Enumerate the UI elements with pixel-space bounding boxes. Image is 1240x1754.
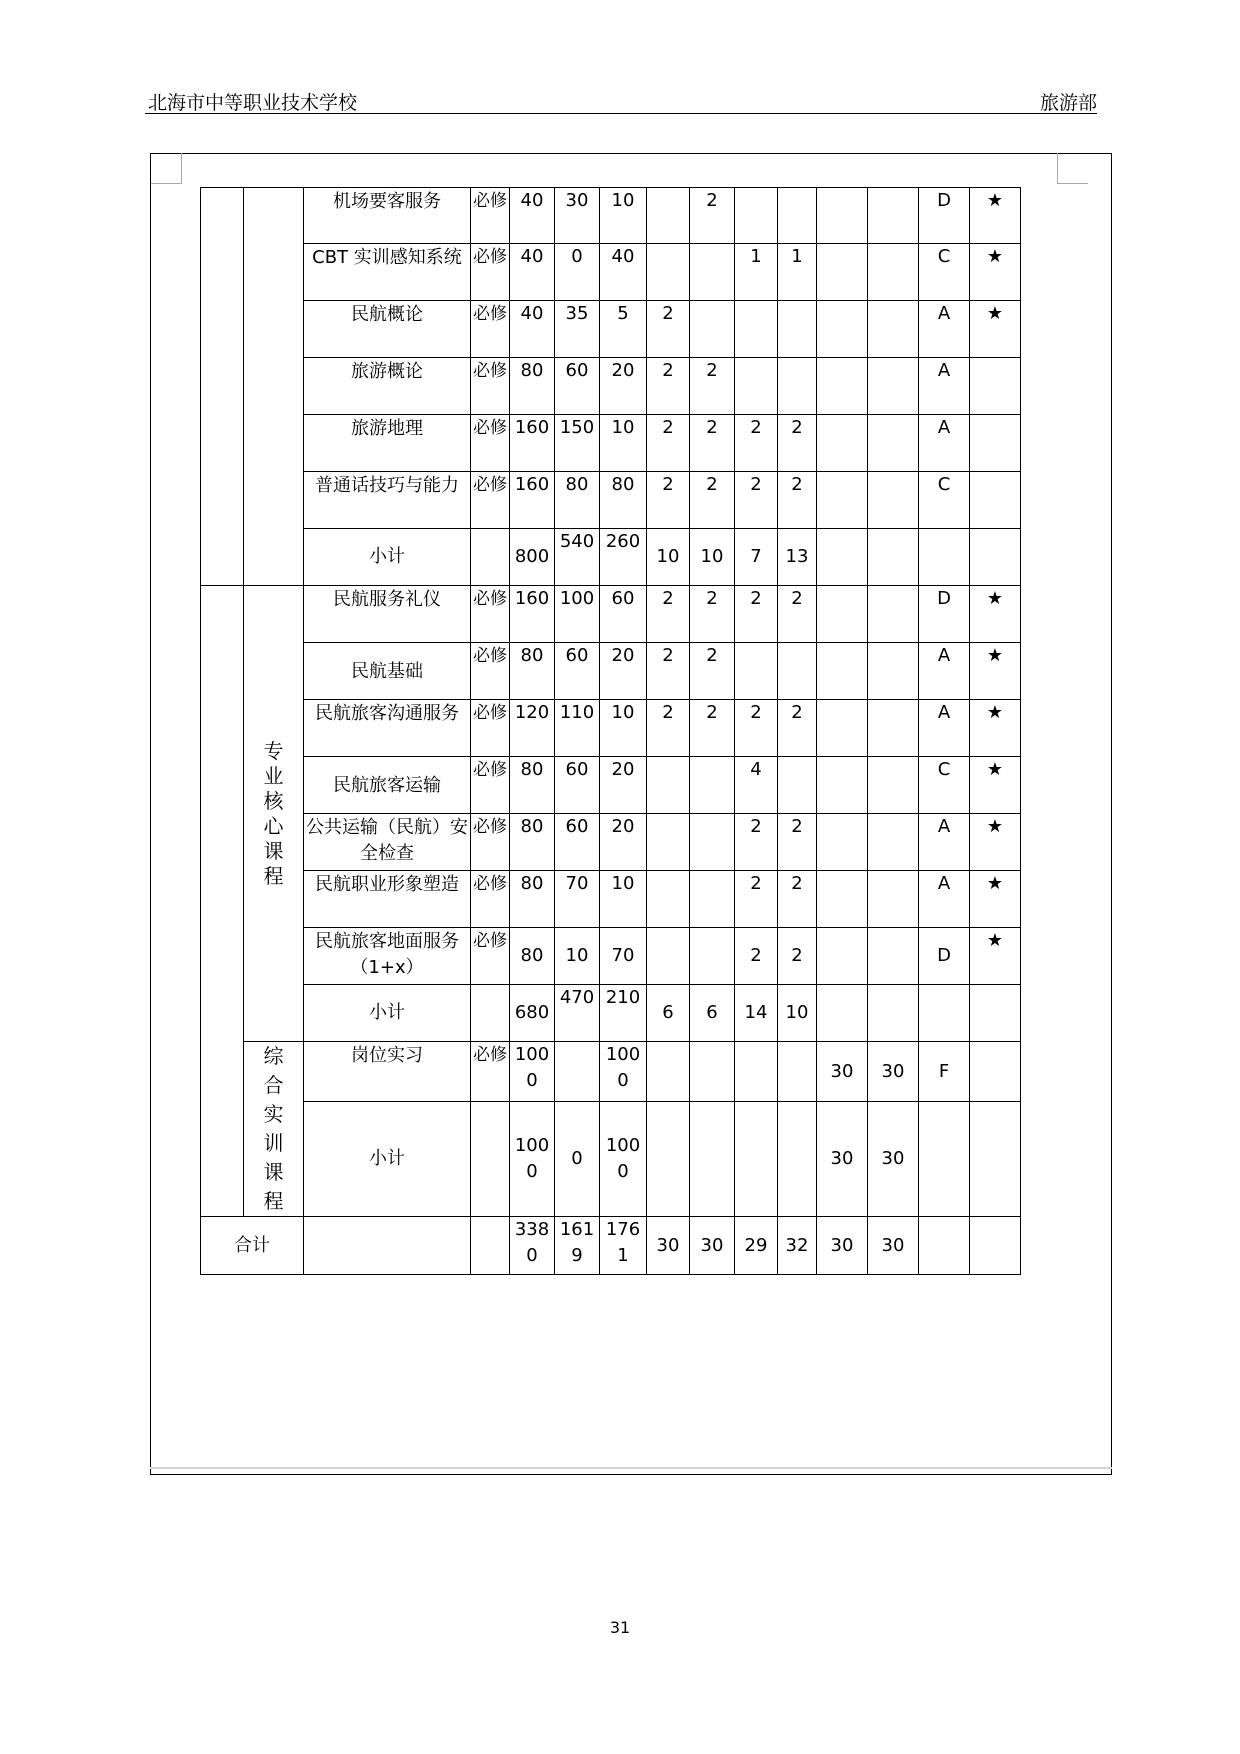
semester-4: 2	[778, 415, 817, 472]
semester-6	[868, 529, 919, 586]
practice-hours: 5	[600, 301, 647, 358]
key-course-star	[970, 1102, 1021, 1217]
theory-hours: 1619	[555, 1217, 600, 1275]
semester-1	[647, 244, 690, 301]
semester-1	[647, 188, 690, 244]
semester-4	[778, 757, 817, 814]
course-name: 岗位实习	[304, 1042, 471, 1102]
table-row	[201, 1042, 1021, 1102]
assessment-grade: C	[919, 757, 970, 814]
assessment-grade	[919, 1217, 970, 1275]
empty-cell	[471, 1102, 510, 1217]
table-row	[201, 700, 1021, 757]
key-course-star: ★	[970, 700, 1021, 757]
semester-2: 30	[690, 1217, 735, 1275]
semester-5	[817, 871, 868, 928]
theory-hours: 10	[555, 928, 600, 985]
theory-hours: 30	[555, 188, 600, 244]
frame-bottom-shadow	[150, 1467, 1112, 1469]
practice-hours: 20	[600, 358, 647, 415]
header-school-name: 北海市中等职业技术学校	[148, 92, 358, 114]
practice-hours: 10	[600, 700, 647, 757]
key-course-star	[970, 985, 1021, 1042]
semester-3: 14	[735, 985, 778, 1042]
practice-hours: 20	[600, 643, 647, 700]
semester-1: 30	[647, 1217, 690, 1275]
assessment-grade	[919, 529, 970, 586]
semester-5	[817, 586, 868, 643]
semester-2: 2	[690, 700, 735, 757]
key-course-star: ★	[970, 188, 1021, 244]
course-name: 普通话技巧与能力	[304, 472, 471, 529]
semester-6	[868, 814, 919, 871]
semester-6	[868, 643, 919, 700]
empty-cell	[471, 1217, 510, 1275]
table-row	[201, 871, 1021, 928]
semester-2: 6	[690, 985, 735, 1042]
total-hours: 80	[510, 928, 555, 985]
semester-4	[778, 1102, 817, 1217]
course-type: 必修	[471, 244, 510, 301]
course-type: 必修	[471, 586, 510, 643]
subtotal-row	[201, 1102, 1021, 1217]
semester-5	[817, 301, 868, 358]
total-hours: 40	[510, 244, 555, 301]
semester-3: 1	[735, 244, 778, 301]
empty-cell	[471, 529, 510, 586]
subtotal-row	[201, 985, 1021, 1042]
semester-4: 2	[778, 472, 817, 529]
key-course-star: ★	[970, 757, 1021, 814]
theory-hours: 540	[555, 529, 600, 586]
course-name: 民航职业形象塑造	[304, 871, 471, 928]
course-type: 必修	[471, 757, 510, 814]
semester-2	[690, 1102, 735, 1217]
key-course-star	[970, 1042, 1021, 1102]
key-course-star	[970, 529, 1021, 586]
semester-3	[735, 1042, 778, 1102]
semester-3: 29	[735, 1217, 778, 1275]
course-type: 必修	[471, 472, 510, 529]
semester-6	[868, 757, 919, 814]
course-name: 民航旅客地面服务（1+x）	[304, 928, 471, 985]
key-course-star	[970, 1217, 1021, 1275]
theory-hours: 0	[555, 1102, 600, 1217]
total-hours: 80	[510, 358, 555, 415]
course-type: 必修	[471, 188, 510, 244]
course-type: 必修	[471, 643, 510, 700]
key-course-star: ★	[970, 871, 1021, 928]
practice-hours: 70	[600, 928, 647, 985]
table-row	[201, 757, 1021, 814]
theory-hours: 110	[555, 700, 600, 757]
key-course-star: ★	[970, 244, 1021, 301]
semester-4: 2	[778, 586, 817, 643]
semester-4: 32	[778, 1217, 817, 1275]
semester-1: 10	[647, 529, 690, 586]
course-name: 民航旅客沟通服务	[304, 700, 471, 757]
semester-5	[817, 643, 868, 700]
semester-2	[690, 814, 735, 871]
semester-5	[817, 700, 868, 757]
page-number: 31	[609, 1618, 631, 1637]
theory-hours: 150	[555, 415, 600, 472]
semester-4: 2	[778, 928, 817, 985]
semester-6	[868, 301, 919, 358]
semester-1: 2	[647, 643, 690, 700]
practice-hours: 20	[600, 757, 647, 814]
semester-2: 2	[690, 586, 735, 643]
course-type: 必修	[471, 928, 510, 985]
practice-hours: 80	[600, 472, 647, 529]
semester-2: 10	[690, 529, 735, 586]
assessment-grade: D	[919, 928, 970, 985]
category-core-courses	[244, 586, 304, 1042]
semester-6	[868, 415, 919, 472]
semester-2	[690, 1042, 735, 1102]
assessment-grade: D	[919, 586, 970, 643]
practice-hours: 1761	[600, 1217, 647, 1275]
course-type: 必修	[471, 301, 510, 358]
subtotal-label: 小计	[304, 1102, 471, 1217]
table-row	[201, 244, 1021, 301]
semester-1: 2	[647, 700, 690, 757]
practice-hours: 10	[600, 871, 647, 928]
semester-6	[868, 472, 919, 529]
assessment-grade: A	[919, 700, 970, 757]
empty-cell	[471, 985, 510, 1042]
course-type: 必修	[471, 415, 510, 472]
semester-5	[817, 757, 868, 814]
semester-5: 30	[817, 1102, 868, 1217]
semester-2	[690, 244, 735, 301]
theory-hours: 60	[555, 757, 600, 814]
key-course-star	[970, 415, 1021, 472]
assessment-grade: C	[919, 472, 970, 529]
key-course-star	[970, 472, 1021, 529]
theory-hours: 470	[555, 985, 600, 1042]
semester-5	[817, 472, 868, 529]
theory-hours: 0	[555, 244, 600, 301]
subtotal-label: 小计	[304, 529, 471, 586]
practice-hours: 1000	[600, 1102, 647, 1217]
total-hours: 680	[510, 985, 555, 1042]
semester-6	[868, 244, 919, 301]
semester-1: 6	[647, 985, 690, 1042]
semester-5	[817, 985, 868, 1042]
semester-5	[817, 244, 868, 301]
curriculum-table	[200, 187, 1021, 1275]
total-hours: 160	[510, 472, 555, 529]
semester-3: 2	[735, 814, 778, 871]
semester-6	[868, 586, 919, 643]
key-course-star: ★	[970, 586, 1021, 643]
total-hours: 3380	[510, 1217, 555, 1275]
semester-5	[817, 814, 868, 871]
total-hours: 1000	[510, 1042, 555, 1102]
theory-hours: 60	[555, 358, 600, 415]
semester-5	[817, 188, 868, 244]
course-name: 民航基础	[304, 643, 471, 700]
key-course-star	[970, 358, 1021, 415]
semester-5: 30	[817, 1217, 868, 1275]
table-row	[201, 814, 1021, 871]
table-row	[201, 301, 1021, 358]
semester-2: 2	[690, 643, 735, 700]
semester-5	[817, 928, 868, 985]
practice-hours: 20	[600, 814, 647, 871]
semester-4: 2	[778, 871, 817, 928]
empty-cell	[304, 1217, 471, 1275]
semester-1: 2	[647, 358, 690, 415]
total-hours: 80	[510, 871, 555, 928]
semester-2: 2	[690, 358, 735, 415]
semester-6: 30	[868, 1102, 919, 1217]
semester-4: 2	[778, 814, 817, 871]
crop-mark-top-right	[1057, 153, 1088, 184]
crop-mark-top-left	[151, 153, 182, 184]
semester-4	[778, 1042, 817, 1102]
semester-6: 30	[868, 1042, 919, 1102]
semester-1	[647, 928, 690, 985]
assessment-grade: A	[919, 358, 970, 415]
course-name: 民航旅客运输	[304, 757, 471, 814]
course-name: 旅游概论	[304, 358, 471, 415]
practice-hours: 40	[600, 244, 647, 301]
table-row	[201, 358, 1021, 415]
semester-3: 2	[735, 871, 778, 928]
total-hours: 40	[510, 188, 555, 244]
table-row	[201, 928, 1021, 985]
semester-2	[690, 757, 735, 814]
semester-3: 2	[735, 415, 778, 472]
semester-3	[735, 301, 778, 358]
semester-6	[868, 358, 919, 415]
course-type: 必修	[471, 1042, 510, 1102]
total-hours: 80	[510, 757, 555, 814]
semester-1	[647, 871, 690, 928]
semester-1	[647, 757, 690, 814]
semester-3: 4	[735, 757, 778, 814]
total-hours: 80	[510, 814, 555, 871]
semester-1: 2	[647, 586, 690, 643]
total-hours: 160	[510, 586, 555, 643]
semester-2	[690, 928, 735, 985]
assessment-grade: A	[919, 415, 970, 472]
theory-hours: 60	[555, 643, 600, 700]
header-rule	[145, 113, 1097, 114]
category-cell-blank	[201, 586, 244, 1217]
assessment-grade: A	[919, 301, 970, 358]
semester-3: 2	[735, 700, 778, 757]
semester-4: 13	[778, 529, 817, 586]
semester-5	[817, 529, 868, 586]
total-hours: 1000	[510, 1102, 555, 1217]
key-course-star: ★	[970, 301, 1021, 358]
semester-4: 10	[778, 985, 817, 1042]
semester-6	[868, 871, 919, 928]
assessment-grade	[919, 985, 970, 1042]
course-name: 机场要客服务	[304, 188, 471, 244]
table-row	[201, 586, 1021, 643]
semester-2	[690, 871, 735, 928]
key-course-star: ★	[970, 814, 1021, 871]
semester-4	[778, 301, 817, 358]
subcategory-cell-blank	[244, 188, 304, 586]
assessment-grade: A	[919, 814, 970, 871]
table-row	[201, 472, 1021, 529]
course-name: 民航服务礼仪	[304, 586, 471, 643]
course-type: 必修	[471, 700, 510, 757]
semester-5	[817, 358, 868, 415]
practice-hours: 210	[600, 985, 647, 1042]
course-name: 民航概论	[304, 301, 471, 358]
semester-4: 2	[778, 700, 817, 757]
practice-hours: 10	[600, 415, 647, 472]
key-course-star: ★	[970, 928, 1021, 985]
category-practice-courses	[244, 1042, 304, 1217]
semester-5	[817, 415, 868, 472]
semester-2: 2	[690, 472, 735, 529]
practice-hours: 10	[600, 188, 647, 244]
category-cell-blank	[201, 188, 244, 586]
semester-5: 30	[817, 1042, 868, 1102]
assessment-grade: A	[919, 871, 970, 928]
semester-4	[778, 643, 817, 700]
category-practice-label: 综合实训课程	[263, 1044, 284, 1213]
practice-hours: 1000	[600, 1042, 647, 1102]
semester-2	[690, 301, 735, 358]
semester-3: 7	[735, 529, 778, 586]
grand-total-label: 合计	[201, 1217, 304, 1275]
semester-4: 1	[778, 244, 817, 301]
grand-total-row	[201, 1217, 1021, 1275]
semester-4	[778, 358, 817, 415]
semester-3: 2	[735, 586, 778, 643]
course-type: 必修	[471, 358, 510, 415]
total-hours: 120	[510, 700, 555, 757]
course-type: 必修	[471, 814, 510, 871]
semester-6	[868, 928, 919, 985]
total-hours: 160	[510, 415, 555, 472]
key-course-star: ★	[970, 643, 1021, 700]
semester-6: 30	[868, 1217, 919, 1275]
semester-1: 2	[647, 472, 690, 529]
course-name: CBT 实训感知系统	[304, 244, 471, 301]
theory-hours: 100	[555, 586, 600, 643]
semester-6	[868, 985, 919, 1042]
semester-1: 2	[647, 415, 690, 472]
total-hours: 40	[510, 301, 555, 358]
semester-6	[868, 188, 919, 244]
table-row	[201, 188, 1021, 244]
semester-3: 2	[735, 472, 778, 529]
semester-2: 2	[690, 188, 735, 244]
course-name: 旅游地理	[304, 415, 471, 472]
theory-hours: 80	[555, 472, 600, 529]
semester-3	[735, 188, 778, 244]
semester-3	[735, 1102, 778, 1217]
semester-3	[735, 358, 778, 415]
semester-1	[647, 1042, 690, 1102]
subtotal-label: 小计	[304, 985, 471, 1042]
total-hours: 80	[510, 643, 555, 700]
assessment-grade: D	[919, 188, 970, 244]
assessment-grade: A	[919, 643, 970, 700]
assessment-grade: F	[919, 1042, 970, 1102]
semester-3	[735, 643, 778, 700]
practice-hours: 60	[600, 586, 647, 643]
assessment-grade	[919, 1102, 970, 1217]
course-type: 必修	[471, 871, 510, 928]
semester-4	[778, 188, 817, 244]
theory-hours: 70	[555, 871, 600, 928]
theory-hours: 60	[555, 814, 600, 871]
total-hours: 800	[510, 529, 555, 586]
semester-6	[868, 700, 919, 757]
header-department: 旅游部	[1039, 92, 1097, 114]
table-row	[201, 415, 1021, 472]
semester-1	[647, 814, 690, 871]
assessment-grade: C	[919, 244, 970, 301]
course-name: 公共运输（民航）安全检查	[304, 814, 471, 871]
semester-3: 2	[735, 928, 778, 985]
category-core-label: 专业核心课程	[263, 738, 284, 888]
theory-hours: 35	[555, 301, 600, 358]
semester-1	[647, 1102, 690, 1217]
subtotal-row	[201, 529, 1021, 586]
table-row	[201, 643, 1021, 700]
theory-hours	[555, 1042, 600, 1102]
semester-2: 2	[690, 415, 735, 472]
practice-hours: 260	[600, 529, 647, 586]
semester-1: 2	[647, 301, 690, 358]
